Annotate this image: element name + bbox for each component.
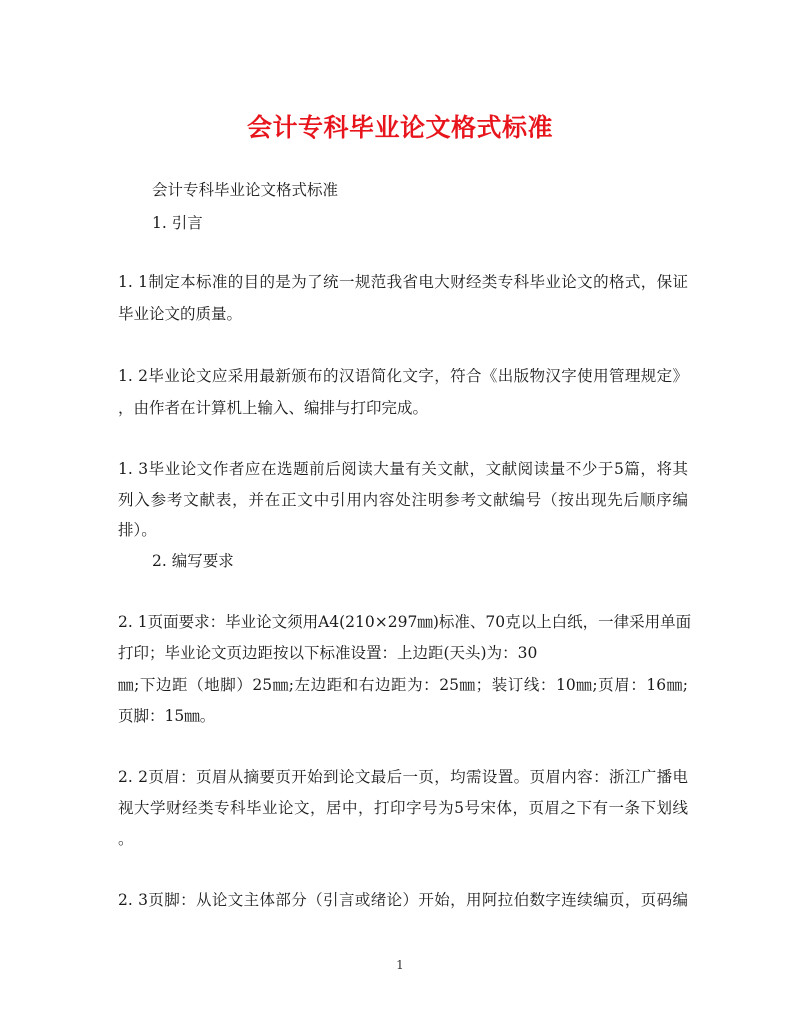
paragraph-1-1-line-1: 1. 1制定本标准的目的是为了统一规范我省电大财经类专科毕业论文的格式，保证 — [118, 273, 688, 291]
document-subtitle: 会计专科毕业论文格式标准 — [152, 181, 339, 199]
paragraph-2-1-line-1: 2. 1页面要求：毕业论文须用A4(210×297㎜)标准、70克以上白纸，一律采用单面 — [118, 613, 692, 631]
paragraph-1-3-line-3: 排）。 — [118, 521, 157, 539]
section-1-heading: 1. 引言 — [152, 214, 203, 232]
paragraph-2-2-line-3: 。 — [118, 830, 134, 848]
section-2-heading: 2. 编写要求 — [152, 552, 234, 570]
paragraph-2-2-line-1: 2. 2页眉：页眉从摘要页开始到论文最后一页，均需设置。页眉内容：浙江广播电 — [118, 768, 688, 786]
paragraph-2-2-line-2: 视大学财经类专科毕业论文，居中，打印字号为5号宋体，页眉之下有一条下划线 — [118, 799, 688, 817]
paragraph-2-3-line-1: 2. 3页脚：从论文主体部分（引言或绪论）开始，用阿拉伯数字连续编页，页码编 — [118, 891, 688, 909]
paragraph-1-3-line-2: 列入参考文献表，并在正文中引用内容处注明参考文献编号（按出现先后顺序编 — [118, 491, 688, 509]
paragraph-1-3-line-1: 1. 3毕业论文作者应在选题前后阅读大量有关文献，文献阅读量不少于5篇，将其 — [118, 460, 688, 478]
paragraph-1-1-line-2: 毕业论文的质量。 — [118, 305, 243, 323]
paragraph-2-1-line-4: 页脚：15㎜。 — [118, 707, 216, 725]
paragraph-1-2-line-1: 1. 2毕业论文应采用最新颁布的汉语简化文字，符合《出版物汉字使用管理规定》 — [118, 367, 688, 385]
paragraph-2-1-line-3: ㎜;下边距（地脚）25㎜;左边距和右边距为：25㎜；装订线：10㎜;页眉：16㎜; — [118, 676, 688, 694]
document-title: 会计专科毕业论文格式标准 — [246, 113, 553, 142]
page-number: 1 — [396, 958, 404, 972]
paragraph-1-2-line-2: ，由作者在计算机上输入、编排与打印完成。 — [118, 399, 429, 417]
paragraph-2-1-line-2: 打印；毕业论文页边距按以下标准设置：上边距(天头)为：30 — [118, 644, 538, 662]
